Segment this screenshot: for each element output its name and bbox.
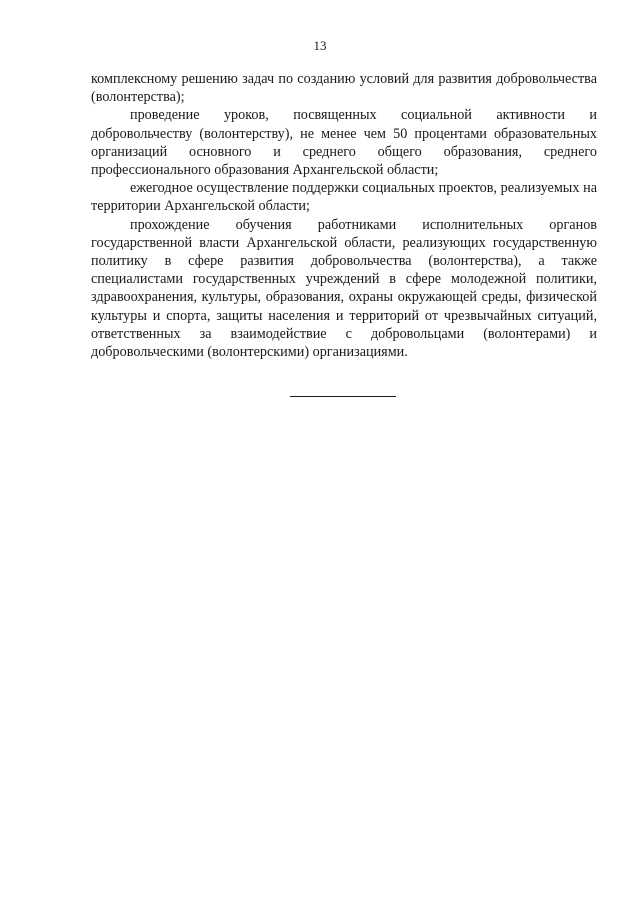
paragraph-continuation: комплексному решению задач по созданию условий для развития добровольчества (волонтерства); (91, 71, 597, 106)
document-body (91, 70, 597, 361)
paragraph-social-projects: ежегодное осуществление поддержки социальных проектов, реализуемых на территории Архангельской области; (91, 180, 597, 215)
paragraph-lessons: проведение уроков, посвященных социальной активности и добровольчеству (волонтерству), не менее чем 50 процентами образовательных организаций основного и среднего общего образования, среднего профессионального образования Архангельской области; (91, 107, 597, 179)
closing-divider-line (290, 396, 396, 397)
paragraph-training: прохождение обучения работниками исполнительных органов государственной власти Архангельской области, реализующих государственную политику в сфере развития добровольчества (волонтерства), а также специалистами государственных учреждений в сфере молодежной политики, здравоохранения, культуры, образования, охраны окружающей среды, физической культуры и спорта, защиты населения и территорий от чрезвычайных ситуаций, ответственных за взаимодействие с добровольцами (волонтерами) и добровольческими (волонтерскими) организациями. (91, 216, 597, 361)
page-number: 13 (313, 38, 327, 53)
